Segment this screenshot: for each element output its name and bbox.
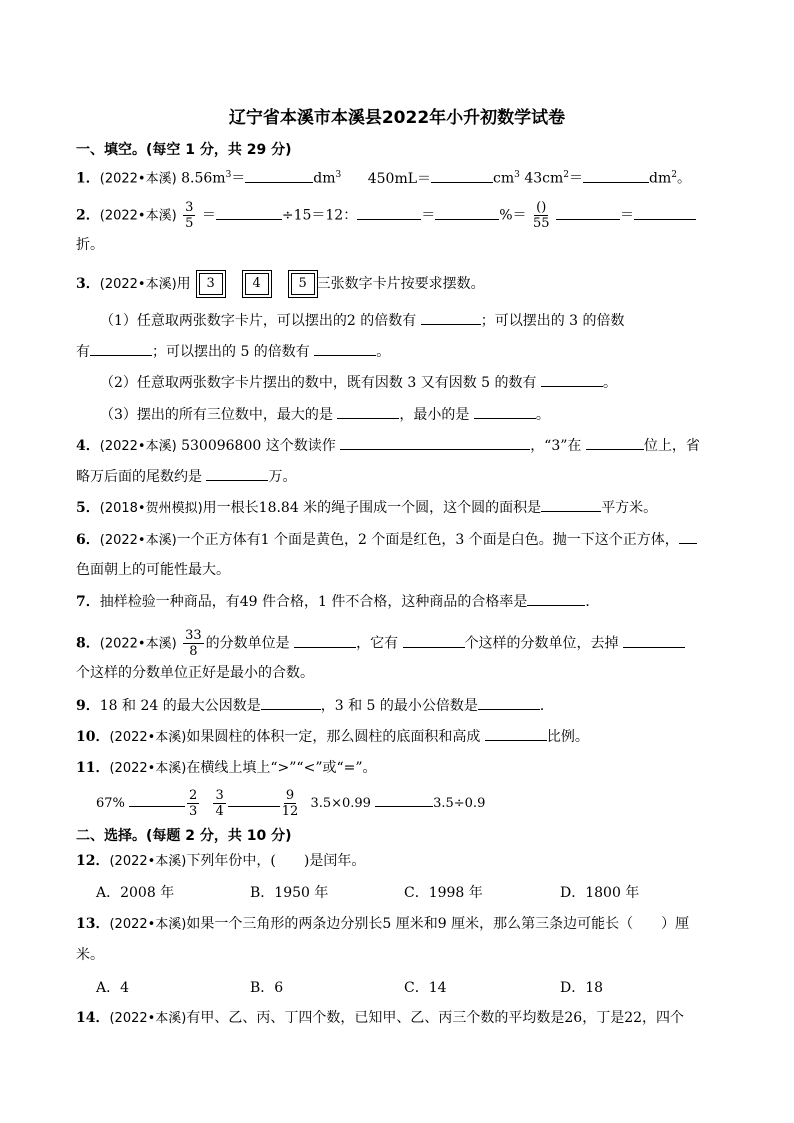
text: 8.56m [181, 170, 226, 187]
question-source: (2022•本溪) [109, 1011, 187, 1026]
question-source: (2022•本溪) [99, 636, 177, 652]
fraction: $\frac{33}{8}$ [185, 628, 202, 659]
question-10 [76, 726, 589, 748]
text: （3）摆出的所有三位数中，最大的是 [100, 407, 333, 423]
option-d[interactable]: D．1800 年 [560, 885, 640, 901]
fraction: $\frac{3}{4}$ [215, 788, 224, 819]
text: ＝ [569, 170, 584, 187]
question-source: (2022•本溪) [99, 277, 177, 292]
text: %＝ [499, 207, 527, 224]
text: 3.5×0.99 [310, 796, 371, 811]
question-3-part-3 [100, 404, 550, 425]
answer-blank[interactable] [586, 435, 644, 450]
text: ． [585, 594, 600, 610]
text: 530096800 这个数读作 [181, 438, 336, 454]
answer-blank[interactable] [679, 529, 697, 544]
text: （1）任意取两张数字卡片，可以摆出的2 的倍数有 [100, 313, 417, 329]
question-7 [76, 591, 599, 612]
question-2 [76, 200, 696, 231]
section-heading-fill-blank: 一、填空。(每空 1 分，共 29 分) [76, 142, 292, 158]
answer-blank[interactable] [245, 168, 313, 183]
answer-blank[interactable] [357, 205, 421, 220]
question-2-tail: 折。 [76, 237, 104, 253]
question-13 [76, 914, 689, 935]
question-number: 2． [76, 207, 100, 224]
text: 。 [602, 375, 617, 391]
answer-blank[interactable] [556, 205, 620, 220]
text: 略万后面的尾数约是 [76, 469, 202, 485]
answer-blank[interactable] [375, 792, 433, 807]
answer-blank[interactable] [623, 633, 685, 648]
question-number: 7． [76, 594, 100, 610]
question-3-part-2 [100, 372, 617, 393]
answer-blank[interactable] [431, 168, 493, 183]
fraction: $\frac{3}{5}$ [185, 200, 194, 231]
question-number: 13． [76, 916, 110, 932]
answer-blank[interactable] [129, 792, 185, 807]
question-8 [76, 628, 685, 659]
text: 用 [176, 276, 191, 292]
question-number: 12． [76, 853, 110, 869]
text: 如果圆柱的体积一定，那么圆柱的底面积和高成 [186, 729, 481, 745]
text: 个这样的分数单位，去掉 [464, 635, 619, 652]
text: 。 [677, 170, 691, 187]
text: dm [649, 170, 672, 187]
text: 万。 [268, 469, 297, 485]
question-source: (2022•本溪) [99, 171, 177, 187]
option-c[interactable]: C．14 [404, 980, 447, 996]
question-1: 1．(2022•本溪) $8.56m^3= dm^3$ $450mL= cm^3$ $43cm^2= dm^2$。 [76, 165, 691, 190]
text: 用一根长18.84 米的绳子围成一个圆，这个圆的面积是 [202, 500, 542, 516]
answer-blank[interactable] [435, 205, 499, 220]
text: 三张数字卡片按要求摆数。 [316, 276, 485, 292]
fraction: $\frac{9}{12}$ [281, 788, 299, 819]
answer-blank[interactable] [478, 695, 540, 710]
answer-blank[interactable] [403, 633, 465, 648]
question-12 [76, 851, 365, 872]
text: 。 [535, 407, 550, 423]
answer-blank[interactable] [261, 695, 321, 710]
question-6-cont: 色面朝上的可能性最大。 [76, 562, 230, 578]
text: 的分数单位是 [205, 635, 290, 652]
text: ＝ [421, 207, 436, 224]
text: 如果一个三角形的两条边分别长5 厘米和9 厘米，那么第三条边可能长（ ）厘 [186, 916, 690, 932]
answer-blank[interactable] [583, 168, 649, 183]
text: 抽样检验一种商品，有49 件合格，1 件不合格，这种商品的合格率是 [99, 594, 528, 610]
section-heading-multiple-choice: 二、选择。(每题 2 分，共 10 分) [76, 828, 292, 844]
question-source: (2022•本溪) [109, 730, 187, 745]
question-source: (2018•贺州模拟) [99, 501, 203, 516]
text: 450mL＝ [367, 170, 432, 187]
question-source: (2022•本溪) [109, 917, 187, 932]
question-3-part-1 [100, 310, 625, 331]
answer-blank[interactable] [337, 404, 399, 419]
answer-blank[interactable] [634, 205, 696, 220]
answer-blank[interactable] [216, 205, 282, 220]
answer-blank[interactable] [340, 435, 530, 450]
number-card: 3 [199, 273, 223, 295]
question-11 [76, 758, 377, 779]
question-number: 4． [76, 438, 100, 454]
question-number: 8． [76, 635, 100, 652]
question-3 [76, 273, 485, 295]
text: ；可以摆出的 5 的倍数有 [152, 344, 310, 360]
text: ÷15＝12： [281, 207, 358, 224]
question-6 [76, 529, 697, 551]
answer-blank[interactable] [90, 341, 152, 356]
fraction: $\frac{()}{55}$ [532, 200, 550, 231]
text: 平方米。 [601, 500, 658, 516]
question-9 [76, 695, 554, 716]
text: 比例。 [546, 729, 589, 745]
text: 43cm [524, 170, 564, 187]
fraction: $\frac{2}{3}$ [189, 788, 198, 819]
text: 一个正方体有1 个面是黄色，2 个面是红色，3 个面是白色。抛一下这个正方体， [176, 532, 679, 548]
text: 下列年份中，( )是闰年。 [186, 853, 366, 869]
question-number: 14． [76, 1010, 110, 1026]
text: dm [313, 170, 336, 187]
question-4-cont [76, 466, 296, 487]
text: ，“3”在 [530, 438, 582, 454]
answer-blank[interactable] [541, 372, 603, 387]
text: ，3 和 5 的最小公倍数是 [320, 698, 478, 714]
number-card: 5 [291, 273, 315, 295]
option-c[interactable]: C．1998 年 [404, 885, 483, 901]
question-source: (2022•本溪) [99, 208, 177, 224]
question-11-items [96, 788, 485, 819]
question-14 [76, 1008, 684, 1029]
question-source: (2022•本溪) [109, 854, 187, 869]
text: 67% [96, 796, 125, 811]
text: ＝ [619, 207, 634, 224]
text: （2）任意取两张数字卡片摆出的数中，既有因数 3 又有因数 5 的数有 [100, 375, 537, 391]
answer-blank[interactable] [294, 633, 356, 648]
text: ＝ [201, 207, 216, 224]
question-number: 9． [76, 698, 100, 714]
text: ＝ [231, 170, 246, 187]
question-number: 10． [76, 729, 110, 745]
answer-blank[interactable] [485, 726, 547, 741]
option-d[interactable]: D．18 [560, 980, 604, 996]
text: ． [539, 698, 554, 714]
text: 在横线上填上“>”“<”或“=”。 [186, 760, 377, 776]
text: 有甲、乙、丙、丁四个数，已知甲、乙、丙三个数的平均数是26，丁是22，四个 [186, 1010, 685, 1026]
number-card: 4 [245, 273, 269, 295]
question-source: (2022•本溪) [99, 533, 177, 548]
option-b[interactable]: B．1950 年 [250, 885, 329, 901]
question-source: (2022•本溪) [99, 439, 177, 454]
page-title: 辽宁省本溪市本溪县2022年小升初数学试卷 [228, 108, 566, 128]
option-a[interactable]: A．4 [96, 980, 130, 996]
text: ，最小的是 [399, 407, 470, 423]
text: ；可以摆出的 3 的倍数 [480, 313, 625, 329]
text: ，它有 [356, 635, 399, 652]
text: cm [493, 170, 515, 187]
question-3-part-1-cont [76, 341, 390, 362]
question-13-cont: 米。 [76, 947, 104, 963]
text: 18 和 24 的最大公因数是 [99, 698, 261, 714]
answer-blank[interactable] [228, 792, 280, 807]
answer-blank[interactable] [527, 591, 585, 606]
question-number: 11． [76, 760, 110, 776]
question-4 [76, 435, 700, 457]
question-8-cont: 个这样的分数单位正好是最小的合数。 [76, 665, 314, 681]
answer-blank[interactable] [541, 497, 601, 512]
text: 3.5÷0.9 [433, 796, 486, 811]
answer-blank[interactable] [421, 310, 481, 325]
option-a[interactable]: A．2008 年 [96, 885, 175, 901]
question-5 [76, 497, 657, 519]
answer-blank[interactable] [206, 466, 268, 481]
text: 位上，省 [643, 438, 700, 454]
question-number: 3． [76, 276, 100, 292]
answer-blank[interactable] [474, 404, 536, 419]
text: 。 [376, 344, 391, 360]
option-b[interactable]: B．6 [250, 980, 284, 996]
text: 有 [76, 344, 90, 360]
question-number: 5． [76, 500, 100, 516]
question-number: 1． [76, 170, 100, 187]
question-number: 6． [76, 532, 100, 548]
question-source: (2022•本溪) [109, 761, 187, 776]
answer-blank[interactable] [314, 341, 376, 356]
